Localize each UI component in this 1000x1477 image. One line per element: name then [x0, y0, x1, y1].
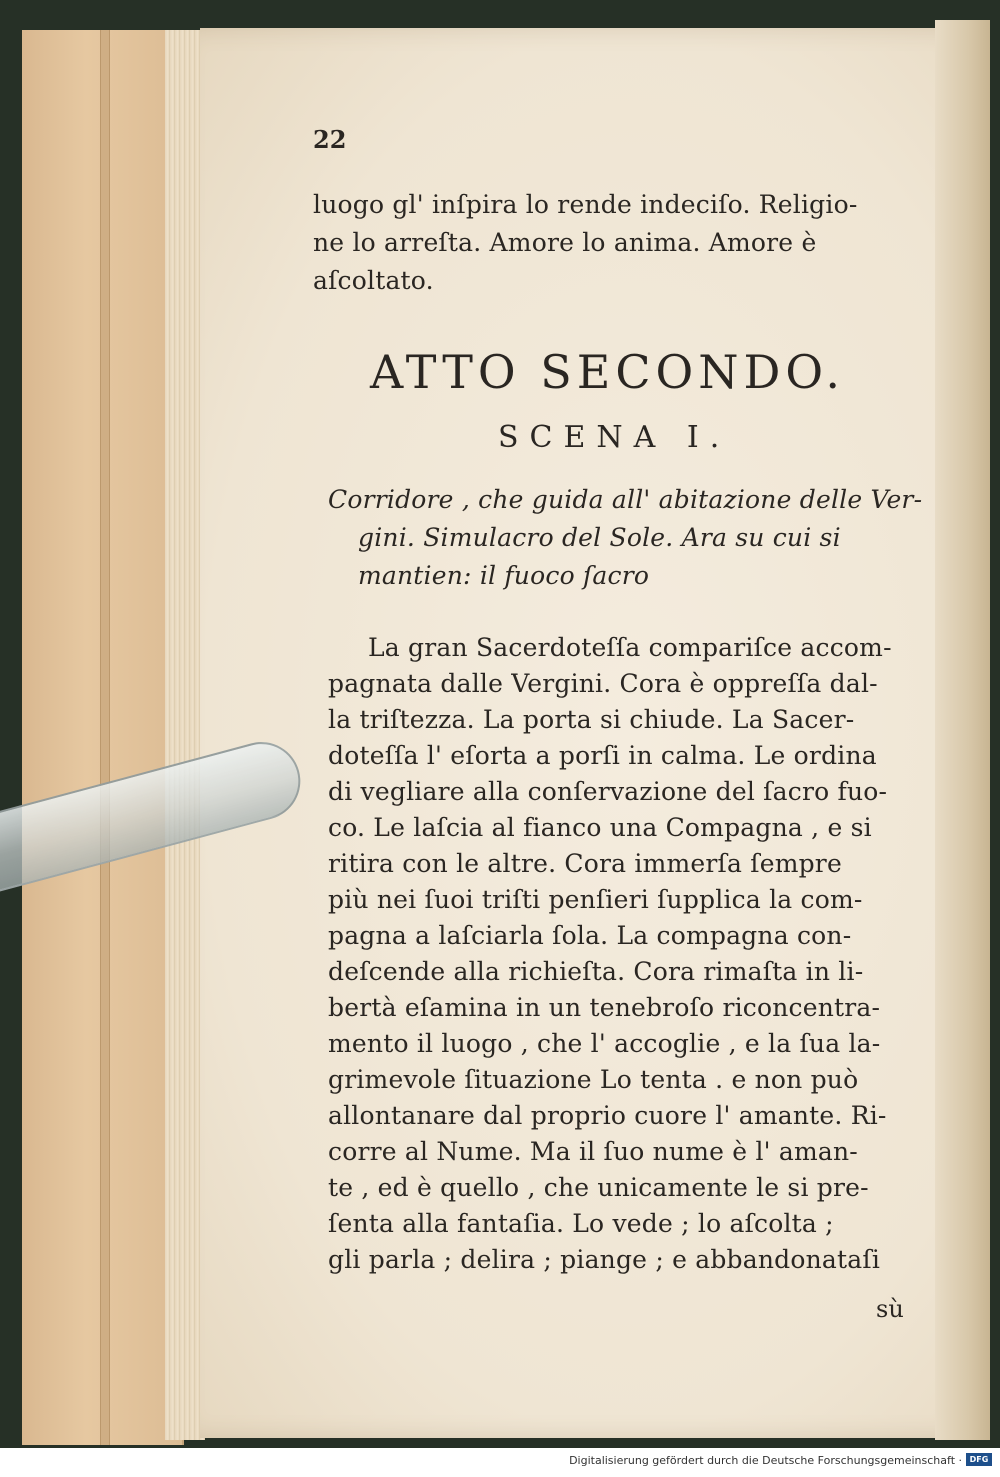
body-line: pagna a laſciarla ſola. La compagna con-	[328, 921, 852, 950]
text-line: ne lo arreſta. Amore lo anima. Amore è	[313, 228, 817, 257]
body-line: deſcende alla richieſta. Cora rimaſta in li-	[328, 957, 864, 986]
body-line: La gran Sacerdoteſſa compariſce accom-	[368, 633, 892, 662]
text-line: luogo gl' inſpira lo rende indeciſo. Religio-	[313, 190, 858, 219]
stage-direction-line: gini. Simulacro del Sole. Ara su cui si	[358, 523, 841, 552]
body-line: bertà eſamina in un tenebroſo riconcentra-	[328, 993, 881, 1022]
text-line: aſcoltato.	[313, 266, 434, 295]
page-number: 22	[313, 125, 347, 154]
body-line: corre al Nume. Ma il ſuo nume è l' aman-	[328, 1137, 858, 1166]
page-edges	[165, 30, 205, 1440]
body-line: più nei ſuoi triſti penſieri ſupplica la com-	[328, 885, 863, 914]
body-line: ritira con le altre. Cora immerſa ſempre	[328, 849, 842, 878]
dfg-logo: DFG	[966, 1453, 992, 1466]
body-line: allontanare dal proprio cuore l' amante. Ri-	[328, 1101, 887, 1130]
stage-direction-line: mantien: il fuoco ſacro	[358, 561, 650, 590]
footer-credit: Digitalisierung gefördert durch die Deutsche Forschungsgemeinschaft ·	[569, 1454, 962, 1467]
body-line: co. Le laſcia al fianco una Compagna , e si	[328, 813, 872, 842]
scene-title: SCENA I.	[498, 420, 731, 455]
body-line: grimevole ſituazione Lo tenta . e non può	[328, 1065, 859, 1094]
body-line: doteſſa l' eſorta a porſi in calma. Le ordina	[328, 741, 877, 770]
body-line: ſenta alla fantaſia. Lo vede ; lo aſcolta ;	[328, 1209, 834, 1238]
digitization-footer	[0, 1448, 1000, 1477]
body-line: mento il luogo , che l' accoglie , e la ſua la-	[328, 1029, 881, 1058]
body-line: pagnata dalle Vergini. Cora è oppreſſa dal-	[328, 669, 878, 698]
body-line: te , ed è quello , che unicamente le si pre-	[328, 1173, 869, 1202]
catchword: sù	[876, 1295, 904, 1323]
body-line: di vegliare alla conſervazione del ſacro fuo-	[328, 777, 888, 806]
page-curl	[935, 20, 990, 1440]
body-line: la triſtezza. La porta si chiude. La Sacer-	[328, 705, 855, 734]
stage-direction-line: Corridore , che guida all' abitazione delle Ver-	[328, 485, 923, 514]
act-title: ATTO SECONDO.	[370, 345, 846, 399]
cover-fold	[100, 30, 110, 1445]
body-line: gli parla ; delira ; piange ; e abbandonataſi	[328, 1245, 881, 1274]
